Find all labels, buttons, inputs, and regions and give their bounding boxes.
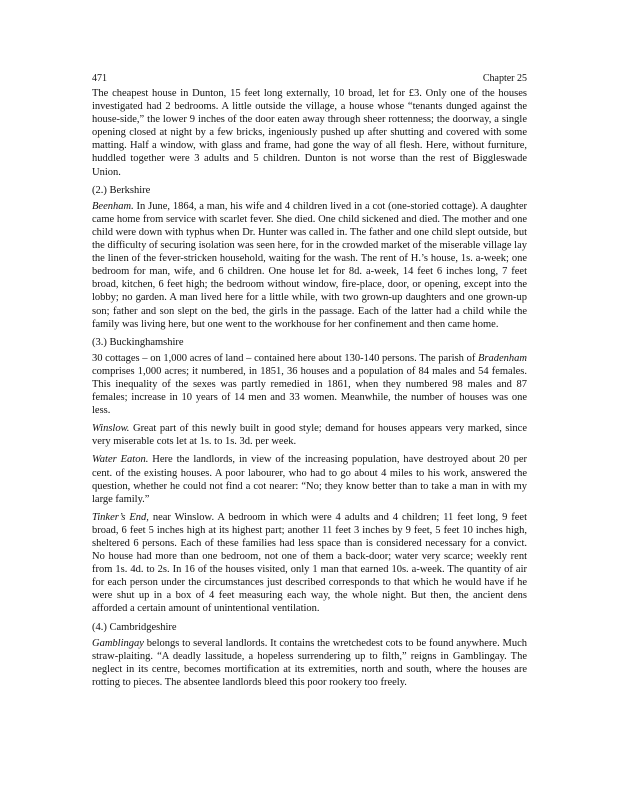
section-heading-cambridgeshire: (4.) Cambridgeshire (92, 621, 177, 633)
paragraph-dunton: The cheapest house in Dunton, 15 feet long externally, 10 broad, let for £3. Only one of the houses investigated had 2 bedrooms. A little outside the village, a house whose “tenants dunged against the house-side,” the lower 9 inches of the door eaten away through sheer rottenness; the doorway, a single opening closed at night by a few bricks, ingeniously pushed up after shutting and covered with some matting. Half a window, with glass and frame, had gone the way of all flesh. Here, without furniture, huddled together were 3 adults and 5 children. Dunton is not worse than the rest of Biggleswade Union. (92, 88, 527, 178)
section-heading-buckinghamshire: (3.) Buckinghamshire (92, 336, 184, 348)
paragraph-bradenham: 30 cottages – on 1,000 acres of land – contained here about 130-140 persons. The parish of Bradenham comprises 1,000 acres; it numbered, in 1851, 36 houses and a population of 84 males and 54 females. This inequality of the sexes was partly remedied in 1861, when they numbered 98 males and 87 females; increase in 10 years of 14 men and 33 women. Meanwhile, the number of houses was one less. (92, 352, 527, 417)
page-header (92, 73, 527, 85)
paragraph-water-eaton: Water Eaton. Here the landlords, in view of the increasing population, have destroyed about 20 per cent. of the existing houses. A poor labourer, who had to go about 4 miles to his work, answered the question, whether he could not find a cot nearer: “No; they know better than to take a man in with my large family.” (92, 454, 527, 505)
place-name-water-eaton: Water Eaton. (92, 454, 149, 466)
place-name-winslow: Winslow. (92, 423, 130, 435)
place-name-bradenham: Bradenham (478, 352, 527, 364)
section-heading-berkshire: (2.) Berkshire (92, 184, 151, 196)
place-name-gamblingay: Gamblingay (92, 637, 144, 649)
paragraph-gamblingay: Gamblingay belongs to several landlords. It contains the wretchedest cots to be found anywhere. Much straw-plaiting. “A deadly lassitude, a hopeless surrendering up to filth,” reigns in Gamblingay. The neglect in its centre, becomes mortification at its extremities, north and south, where the houses are rotting to pieces. The absentee landlords bleed this poor rookery too freely. (92, 637, 527, 688)
page-number: 471 (92, 73, 107, 84)
paragraph-beenham: Beenham. In June, 1864, a man, his wife and 4 children lived in a cot (one-storied cottage). A daughter came home from service with scarlet fever. She died. One child sickened and died. The mother and one child were down with typhus when Dr. Hunter was called in. The father and one child slept outside, but the difficulty of securing isolation was seen here, for in the crowded market of the miserable village lay the linen of the fever-stricken household, waiting for the wash. The rent of H.’s house, 1s. a-week; one bedroom for man, wife, and 6 children. One house let for 8d. a-week, 14 feet 6 inches long, 7 feet broad, kitchen, 6 feet high; the bedroom without window, fire-place, door, or opening, except into the lobby; no garden. A man lived here for a little while, with two grown-up daughters and one grown-up son; father and son slept on the bed, the girls in the passage. Each of the latter had a child while the family was living here, but one went to the workhouse for her confinement and then came home. (92, 200, 527, 330)
chapter-label: Chapter 25 (482, 73, 527, 84)
paragraph-winslow: Winslow. Great part of this newly built in good style; demand for houses appears very marked, since very miserable cots let at 1s. to 1s. 3d. per week. (92, 423, 527, 448)
place-name-beenham: Beenham. (92, 200, 134, 212)
paragraph-tinkers-end: Tinker’s End, near Winslow. A bedroom in which were 4 adults and 4 children; 11 feet long, 9 feet broad, 6 feet 5 inches high at its highest part; another 11 feet 3 inches by 9 feet, 5 feet 10 inches high, sheltered 6 persons. Each of these families had less space than is considered necessary for a convict. No house had more than one bedroom, not one of them a back-door; water very scarce; weekly rent from 1s. 4d. to 2s. In 16 of the houses visited, only 1 man that earned 10s. a-week. The quantity of air for each person under the circumstances just described corresponds to that which he would have if he were shut up in a box of 4 feet measuring each way, the whole night. But then, the ancient dens afforded a certain amount of unintentional ventilation. (92, 511, 527, 615)
place-name-tinkers-end: Tinker’s End, (92, 511, 149, 523)
body-text (92, 87, 527, 694)
